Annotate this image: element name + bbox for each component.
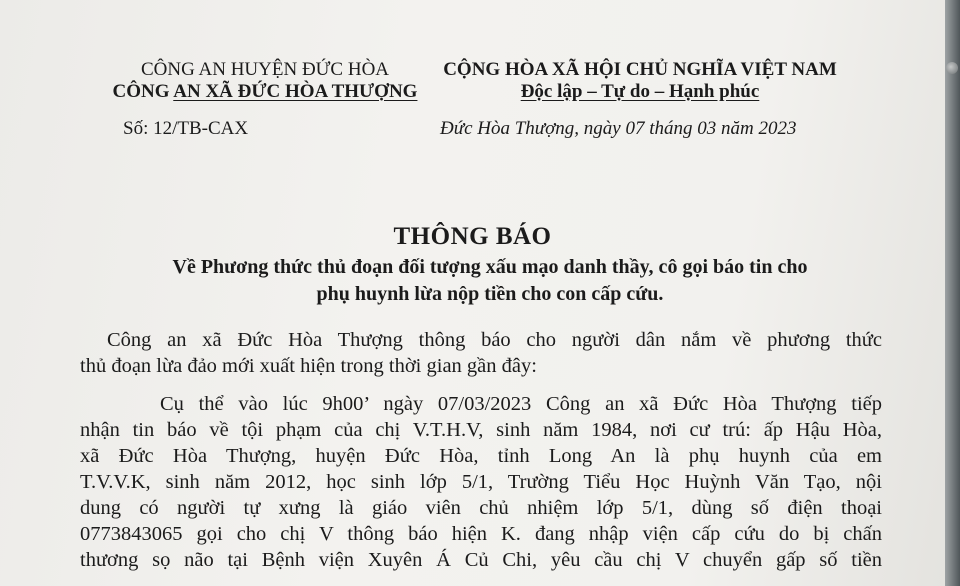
body-line: thủ đoạn lừa đảo mới xuất hiện trong thời gian gần đây: [80,355,537,377]
subtitle-line-2: phụ huynh lừa nộp tiền cho con cấp cứu. [316,283,664,305]
issuing-agency [90,81,440,103]
body-line: thương sọ não tại Bệnh viện Xuyên Á Củ Chi, yêu cầu chị V chuyển gấp số tiền [80,549,882,571]
parent-agency: CÔNG AN HUYỆN ĐỨC HÒA [140,59,390,80]
national-motto: Độc lập – Tự do – Hạnh phúc [520,81,760,102]
issuing-agency-block [90,59,440,103]
body-line: T.V.V.K, sinh năm 2012, học sinh lớp 5/1, Trường Tiểu Học Huỳnh Văn Tạo, nội [80,471,882,493]
body-line: Cụ thể vào lúc 9h00’ ngày 07/03/2023 Công an xã Đức Hòa Thượng tiếp [160,393,882,415]
body-line: nhận tin báo về tội phạm của chị V.T.H.V, sinh năm 1984, nơi cư trú: ấp Hậu Hòa, [80,419,882,441]
place-and-date: Đức Hòa Thượng, ngày 07 tháng 03 năm 2023 [440,118,797,139]
national-header-block [425,59,855,103]
document-subtitle [100,254,880,308]
body-line: Công an xã Đức Hòa Thượng thông báo cho người dân nắm về phương thức [107,329,882,351]
document-number: Số: 12/TB-CAX [123,118,249,139]
document-title: THÔNG BÁO [393,223,552,250]
background-knob [946,62,958,74]
country-name: CỘNG HÒA XÃ HỘI CHỦ NGHĨA VIỆT NAM [443,59,837,80]
issuing-agency-name: AN XÃ ĐỨC HÒA THƯỢNG [173,81,418,102]
body-line: xã Đức Hòa Thượng, huyện Đức Hòa, tỉnh Long An là phụ huynh của em [80,445,882,467]
issuing-agency-prefix: CÔNG [112,81,174,102]
body-line: 0773843065 gọi cho chị V thông báo hiện K. đang nhập viện cấp cứu do bị chấn [80,523,882,545]
subtitle-line-1: Về Phương thức thủ đoạn đối tượng xấu mạo danh thầy, cô gọi báo tin cho [172,256,808,278]
body-line: dung có người tự xưng là giáo viên chủ nhiệm lớp 5/1, dùng số điện thoại [80,497,882,519]
background-edge [945,0,960,586]
